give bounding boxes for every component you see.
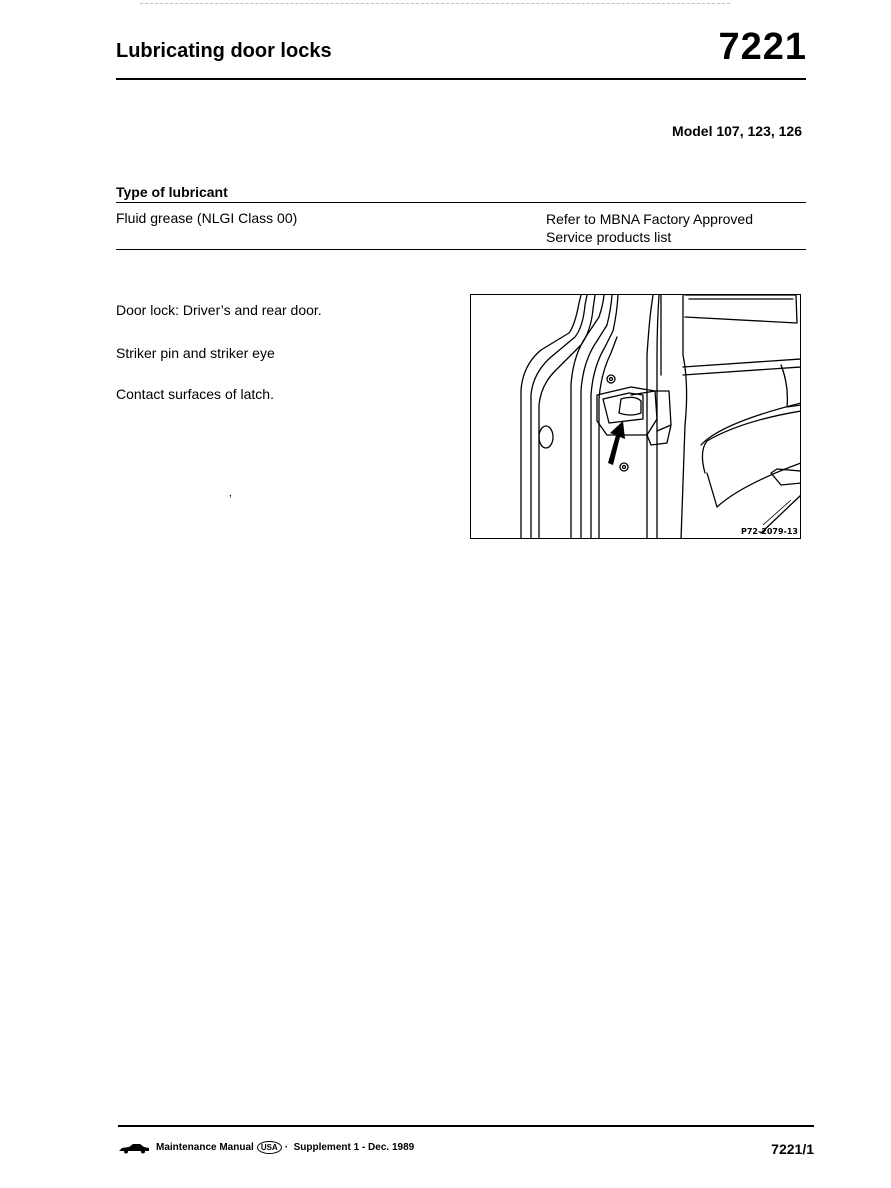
usa-badge: USA (257, 1141, 282, 1154)
lubricant-reference (546, 210, 753, 246)
page-title: Lubricating door locks (116, 40, 332, 62)
stray-mark: ‚ (229, 485, 232, 499)
door-lock-drawing (471, 295, 801, 539)
lubricant-reference-line1: Refer to MBNA Factory Approved (546, 211, 753, 227)
lubricant-rule-bottom (116, 249, 806, 250)
footer-supplement: Supplement 1 - Dec. 1989 (293, 1142, 415, 1153)
footer-info (118, 1141, 414, 1154)
lubricant-heading: Type of lubricant (116, 184, 228, 200)
lubricant-rule-top (116, 202, 806, 203)
door-lock-illustration (470, 294, 801, 539)
step-latch-surfaces: Contact surfaces of latch. (116, 386, 274, 402)
car-logo-icon (118, 1142, 150, 1154)
header-rule (116, 78, 806, 80)
model-list: Model 107, 123, 126 (672, 123, 802, 139)
footer-rule (118, 1125, 814, 1127)
footer-separator: · (284, 1142, 294, 1153)
page-number: 7221/1 (771, 1141, 814, 1157)
footer-manual: Maintenance Manual (156, 1142, 254, 1153)
lubricant-reference-line2: Service products list (546, 229, 672, 245)
step-striker-pin: Striker pin and striker eye (116, 345, 275, 361)
scan-artifact-line (140, 3, 730, 4)
lubricant-type: Fluid grease (NLGI Class 00) (116, 210, 298, 226)
section-number: 7221 (718, 26, 807, 68)
figure-label: P72-2079-13 (740, 527, 798, 536)
step-door-lock: Door lock: Driver’s and rear door. (116, 302, 322, 318)
